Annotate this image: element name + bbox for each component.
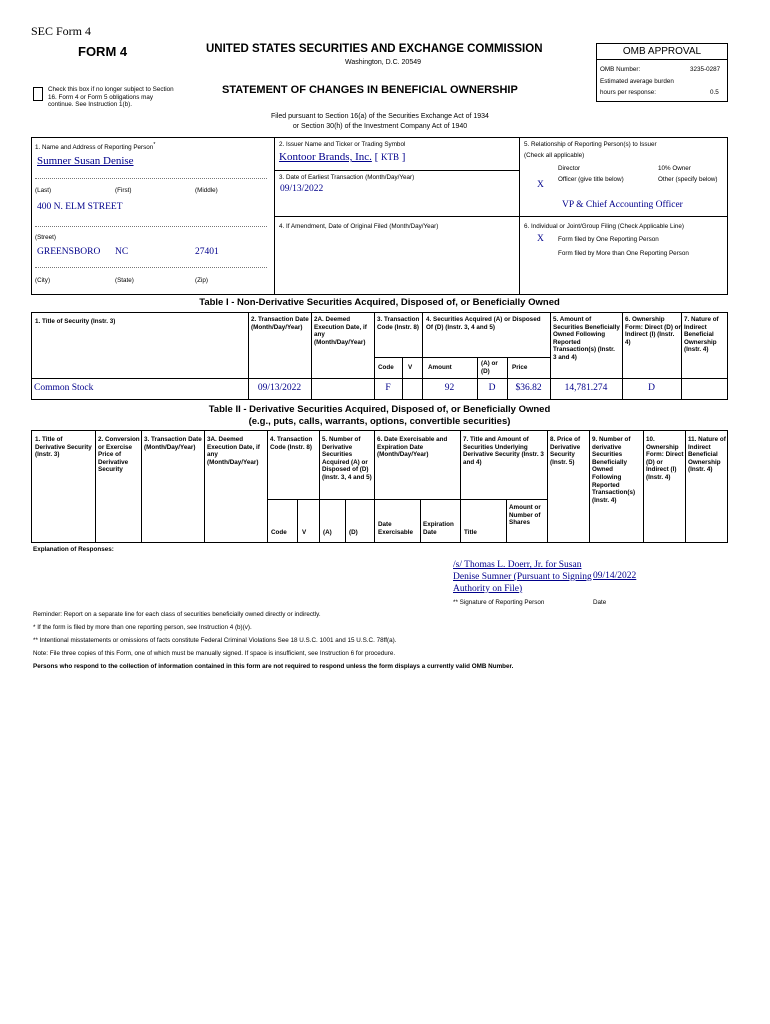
t1-price: Price bbox=[512, 364, 528, 371]
t1-h7: 7. Nature of Indirect Beneficial Ownership (Instr. 4) bbox=[684, 316, 719, 354]
t2-h6: 6. Date Exercisable and Expiration Date (Month/Day/Year) bbox=[377, 436, 448, 459]
signature-label: ** Signature of Reporting Person bbox=[453, 599, 545, 606]
signature-text[interactable]: /s/ Thomas L. Doerr, Jr. for Susan Denise Sumner (Pursuant to Signing Authority on File) bbox=[453, 560, 592, 594]
box4-label: 4. If Amendment, Date of Original Filed (Month/Day/Year) bbox=[279, 223, 439, 230]
street-value[interactable]: 400 N. ELM STREET bbox=[37, 202, 123, 212]
signature-date[interactable]: 09/14/2022 bbox=[593, 571, 637, 581]
issuer-name-ticker bbox=[279, 151, 405, 163]
ticker[interactable]: KTB bbox=[381, 152, 400, 162]
page-label: SEC Form 4 bbox=[31, 24, 92, 38]
t2-expiration-date: Expiration Date bbox=[423, 521, 454, 536]
t1-code: Code bbox=[378, 364, 394, 371]
zip-value[interactable]: 27401 bbox=[195, 247, 219, 257]
note-2: ** Intentional misstatements or omissions of facts constitute Federal Criminal Violations See 18 U.S.C. 1001 and 15 U.S.C. 78ff(a). bbox=[33, 637, 397, 644]
omb-title: OMB APPROVAL bbox=[597, 44, 727, 60]
box5-sublabel: (Check all applicable) bbox=[524, 152, 585, 159]
t1-row-amount[interactable]: 92 bbox=[444, 383, 455, 393]
note-1: * If the form is filed by more than one reporting person, see Instruction 4 (b)(v). bbox=[33, 624, 252, 631]
box3-label: 3. Date of Earliest Transaction (Month/Day/Year) bbox=[279, 174, 415, 181]
t2-h10: 10. Ownership Form: Direct (D) or Indirect (I) (Instr. 4) bbox=[646, 436, 684, 481]
box6-label: 6. Individual or Joint/Group Filing (Check Applicable Line) bbox=[524, 223, 684, 230]
explanation-label: Explanation of Responses: bbox=[33, 546, 114, 553]
statement-title: STATEMENT OF CHANGES IN BENEFICIAL OWNERSHIP bbox=[222, 84, 518, 96]
t1-v: V bbox=[408, 364, 413, 371]
t1-h3: 3. Transaction Code (Instr. 8) bbox=[377, 316, 420, 331]
omb-burden-label: Estimated average burden bbox=[600, 78, 674, 85]
table2-title bbox=[31, 404, 728, 427]
note-3: Note: File three copies of this Form, one of which must be manually signed. If space is insufficient, see Instruction 6 for procedure. bbox=[33, 650, 396, 657]
t2-h9: 9. Number of derivative Securities Beneficially Owned Following Reported Transaction(s) (Instr. 4) bbox=[592, 436, 636, 504]
street-label: (Street) bbox=[35, 234, 56, 241]
t2-d: (D) bbox=[349, 529, 358, 536]
t1-row-ad[interactable]: D bbox=[488, 383, 496, 393]
box2-label: 2. Issuer Name and Ticker or Trading Symbol bbox=[279, 141, 406, 148]
t2-h7: 7. Title and Amount of Securities Underlying Derivative Security (Instr. 3 and 4) bbox=[463, 436, 544, 466]
other-label: Other (specify below) bbox=[658, 176, 718, 183]
officer-label: Officer (give title below) bbox=[558, 176, 624, 183]
t2-h1: 1. Title of Derivative Security (Instr. 3) bbox=[35, 436, 92, 459]
t1-h2: 2. Transaction Date (Month/Day/Year) bbox=[251, 316, 309, 331]
reporting-person-name[interactable]: Sumner Susan Denise bbox=[37, 155, 134, 167]
officer-title[interactable]: VP & Chief Accounting Officer bbox=[562, 200, 683, 210]
state-label: (State) bbox=[115, 277, 134, 284]
omb-number: 3235-0287 bbox=[690, 66, 721, 73]
t1-h1: 1. Title of Security (Instr. 3) bbox=[35, 318, 116, 325]
t1-row-date[interactable]: 09/13/2022 bbox=[257, 383, 302, 393]
t2-a: (A) bbox=[323, 529, 332, 536]
t1-h4: 4. Securities Acquired (A) or Disposed Of (D) (Instr. 3, 4 and 5) bbox=[426, 316, 541, 331]
issuer-name[interactable]: Kontoor Brands, Inc. bbox=[279, 151, 372, 163]
ticker-close: ] bbox=[401, 151, 406, 163]
no-longer-subject-checkbox[interactable] bbox=[33, 87, 43, 101]
omb-hours-label: hours per response: bbox=[600, 89, 657, 96]
form-title: FORM 4 bbox=[78, 44, 128, 59]
t2-h8: 8. Price of Derivative Security (Instr. 5) bbox=[550, 436, 581, 466]
table2-title-line1: Table II - Derivative Securities Acquired, Disposed of, or Beneficially Owned bbox=[208, 404, 551, 415]
commission-title: UNITED STATES SECURITIES AND EXCHANGE COMMISSION bbox=[206, 43, 543, 55]
t2-v: V bbox=[302, 529, 307, 536]
omb-number-label: OMB Number: bbox=[600, 66, 641, 73]
t2-h3a: 3A. Deemed Execution Date, if any (Month/Day/Year) bbox=[207, 436, 260, 466]
one-person-label: Form filed by One Reporting Person bbox=[558, 236, 659, 243]
t1-row-owned[interactable]: 14,781.274 bbox=[564, 383, 608, 393]
t2-h5: 5. Number of Derivative Securities Acquired (A) or Disposed of (D) (Instr. 3, 4 and 5) bbox=[322, 436, 372, 481]
t2-h4: 4. Transaction Code (Instr. 8) bbox=[270, 436, 313, 451]
t2-code: Code bbox=[271, 529, 287, 536]
t1-row-code[interactable]: F bbox=[385, 383, 391, 393]
filed-line-2: or Section 30(h) of the Investment Company Act of 1940 bbox=[292, 123, 468, 130]
box1-label: 1. Name and Address of Reporting Person* bbox=[35, 142, 156, 152]
officer-check-mark[interactable]: X bbox=[537, 180, 544, 190]
one-person-check-mark[interactable]: X bbox=[537, 234, 544, 244]
table1-title: Table I - Non-Derivative Securities Acquired, Disposed of, or Beneficially Owned bbox=[199, 297, 560, 308]
checkbox-text: Check this box if no longer subject to Section 16. Form 4 or Form 5 obligations may continue. See Instruction 1(b). bbox=[48, 86, 174, 109]
first-label: (First) bbox=[115, 187, 132, 194]
more-persons-label: Form filed by More than One Reporting Person bbox=[558, 250, 689, 257]
middle-label: (Middle) bbox=[195, 187, 218, 194]
t2-date-exercisable: Date Exercisable bbox=[378, 521, 414, 536]
t1-row-price[interactable]: $36.82 bbox=[515, 383, 542, 393]
t2-h11: 11. Nature of Indirect Beneficial Ownership (Instr. 4) bbox=[688, 436, 726, 474]
t1-h5: 5. Amount of Securities Beneficially Owned Following Reported Transaction(s) (Instr. 3 and 4) bbox=[553, 316, 620, 361]
t1-row-title[interactable]: Common Stock bbox=[34, 383, 94, 393]
t2-h3: 3. Transaction Date (Month/Day/Year) bbox=[144, 436, 202, 451]
omb-hours: 0.5 bbox=[710, 89, 719, 96]
t1-row-form[interactable]: D bbox=[648, 383, 655, 393]
zip-label: (Zip) bbox=[195, 277, 208, 284]
city-label: (City) bbox=[35, 277, 51, 284]
t1-h2a: 2A. Deemed Execution Date, if any (Month/Day/Year) bbox=[314, 316, 367, 346]
t2-title: Title bbox=[464, 529, 477, 536]
city-value[interactable]: GREENSBORO bbox=[37, 247, 101, 257]
earliest-transaction-date[interactable]: 09/13/2022 bbox=[280, 184, 324, 194]
filed-line-1: Filed pursuant to Section 16(a) of the Securities Exchange Act of 1934 bbox=[271, 113, 489, 120]
box5-label: 5. Relationship of Reporting Person(s) to Issuer bbox=[524, 141, 657, 148]
t1-ad: (A) or (D) bbox=[481, 360, 498, 375]
last-label: (Last) bbox=[35, 187, 52, 194]
reminder-note: Reminder: Report on a separate line for each class of securities beneficially owned directly or indirectly. bbox=[33, 611, 321, 618]
location: Washington, D.C. 20549 bbox=[345, 59, 422, 66]
date-label: Date bbox=[593, 599, 607, 606]
t1-amount: Amount bbox=[428, 364, 452, 371]
note-4: Persons who respond to the collection of information contained in this form are not required to respond unless the form displays a currently valid OMB Number. bbox=[33, 663, 514, 670]
director-label: Director bbox=[558, 165, 581, 172]
t2-h2: 2. Conversion or Exercise Price of Derivative Security bbox=[98, 436, 140, 474]
state-value[interactable]: NC bbox=[115, 247, 129, 257]
ticker-open: [ bbox=[374, 151, 379, 163]
t1-h6: 6. Ownership Form: Direct (D) or Indirect (I) (Instr. 4) bbox=[625, 316, 681, 346]
table2-title-line2: (e.g., puts, calls, warrants, options, convertible securities) bbox=[248, 415, 511, 427]
ten-percent-owner-label: 10% Owner bbox=[658, 165, 691, 172]
t2-amount-shares: Amount or Number of Shares bbox=[509, 504, 541, 527]
